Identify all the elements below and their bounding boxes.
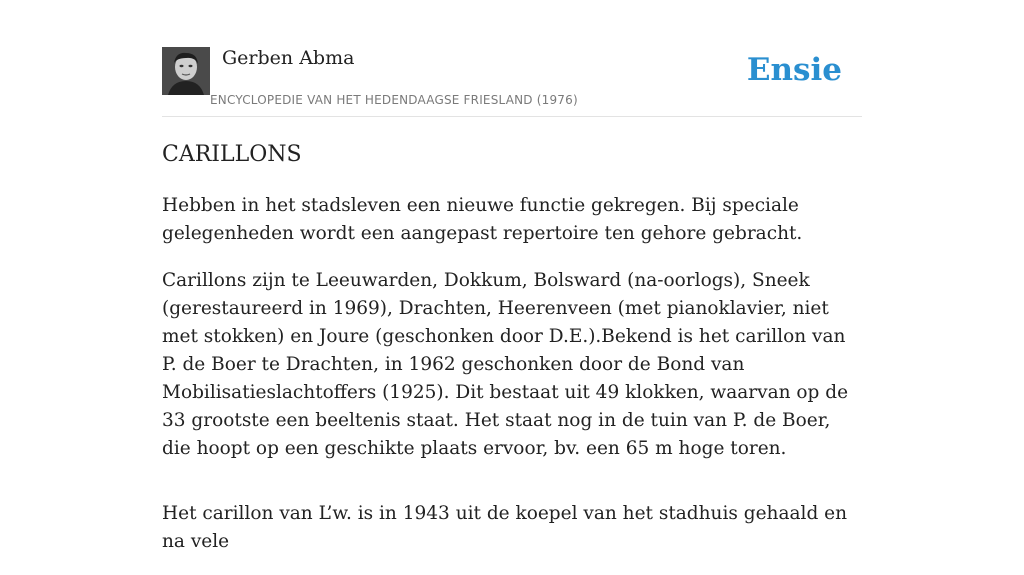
- article-body: [162, 192, 862, 575]
- site-logo[interactable]: Ensie: [746, 52, 842, 88]
- paragraph: Hebben in het stadsleven een nieuwe functie gekregen. Bij speciale gelegenheden wordt een aangepast repertoire ten gehore gebracht.: [162, 195, 803, 244]
- article-header: [162, 46, 862, 117]
- article-title: CARILLONS: [162, 142, 302, 167]
- author-name[interactable]: Gerben Abma: [222, 47, 355, 69]
- paragraph: Het carillon van L’w. is in 1943 uit de koepel van het stadhuis gehaald en na vele: [162, 503, 848, 552]
- portrait-icon: [162, 47, 210, 95]
- source-label[interactable]: ENCYCLOPEDIE VAN HET HEDENDAAGSE FRIESLAND (1976): [210, 93, 578, 107]
- paragraph: Carillons zijn te Leeuwarden, Dokkum, Bolsward (na-oorlogs), Sneek (gerestaureerd in 1969), Drachten, Heerenveen (met pianoklavier, niet met stokken) en Joure (geschonken door D.E.).Bekend is het carillon van P. de Boer te Drachten, in 1962 geschonken door de Bond van Mobilisatieslachtoffers (1925). Dit bestaat uit 49 klokken, waarvan op de 33 grootste een beeltenis staat. Het staat nog in de tuin van P. de Boer, die hoopt op een geschikte plaats ervoor, bv. een 65 m hoge toren.: [162, 270, 849, 459]
- author-avatar[interactable]: [162, 47, 210, 95]
